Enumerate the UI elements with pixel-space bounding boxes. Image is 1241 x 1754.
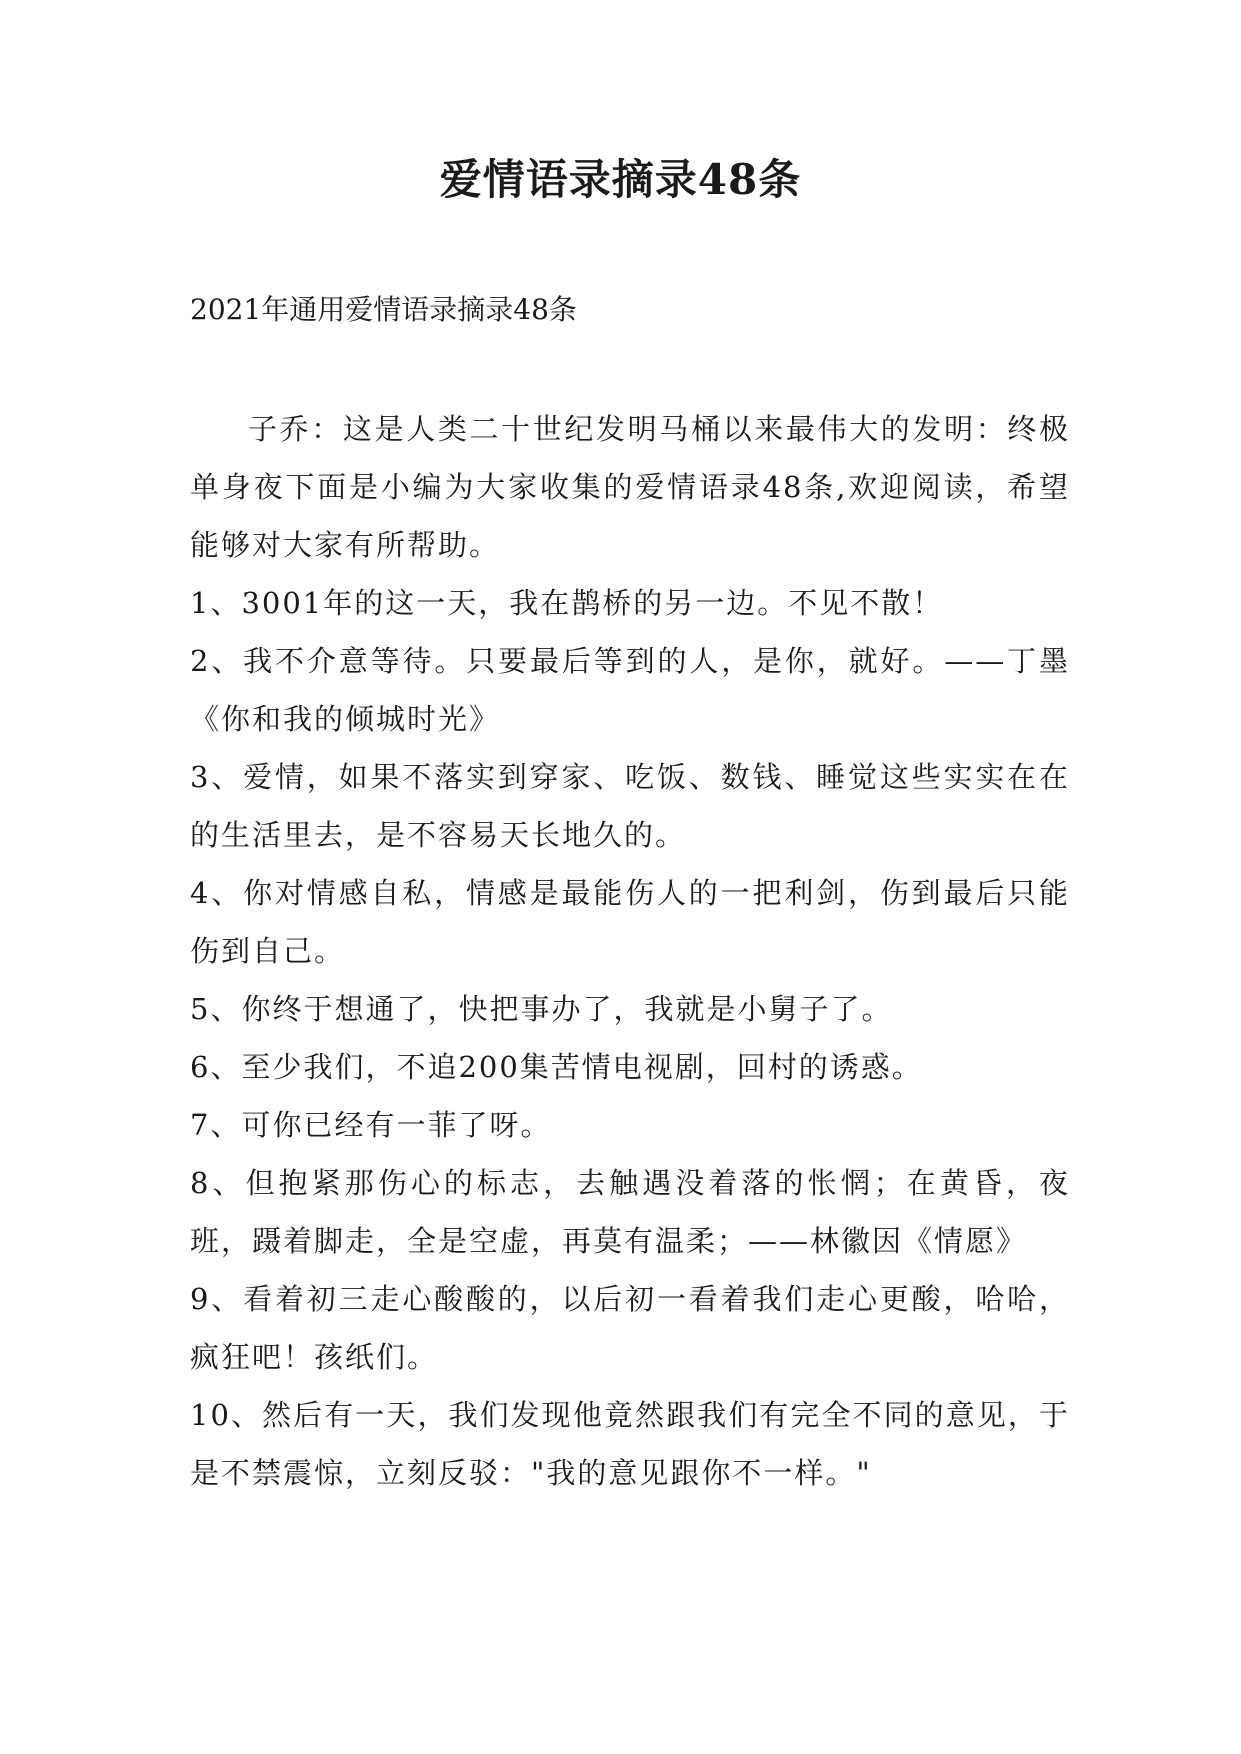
document-subtitle: 2021年通用爱情语录摘录48条 bbox=[190, 293, 577, 326]
list-item: 10、然后有一天，我们发现他竟然跟我们有完全不同的意见，于是不禁震惊，立刻反驳："我的意见跟你不一样。" bbox=[190, 1398, 1070, 1490]
intro-paragraph: 子乔：这是人类二十世纪发明马桶以来最伟大的发明：终极单身夜下面是小编为大家收集的爱情语录48条,欢迎阅读，希望能够对大家有所帮助。 bbox=[190, 412, 1070, 562]
list-item: 5、你终于想通了，快把事办了，我就是小舅子了。 bbox=[190, 992, 893, 1026]
list-item: 8、但抱紧那伤心的标志，去触遇没着落的怅惘；在黄昏，夜班，蹑着脚走，全是空虚，再莫有温柔；——林徽因《情愿》 bbox=[190, 1166, 1070, 1258]
document-title: 爱情语录摘录48条 bbox=[439, 155, 802, 204]
list-item: 9、看着初三走心酸酸的，以后初一看着我们走心更酸，哈哈，疯狂吧！孩纸们。 bbox=[190, 1282, 1070, 1374]
list-item: 7、可你已经有一菲了呀。 bbox=[190, 1108, 552, 1142]
list-item: 2、我不介意等待。只要最后等到的人，是你，就好。——丁墨《你和我的倾城时光》 bbox=[190, 644, 1070, 736]
list-item: 3、爱情，如果不落实到穿家、吃饭、数钱、睡觉这些实实在在的生活里去，是不容易天长地久的。 bbox=[190, 760, 1070, 852]
list-item: 1、3001年的这一天，我在鹊桥的另一边。不见不散！ bbox=[190, 586, 944, 620]
document-body bbox=[190, 400, 1070, 1502]
list-item: 6、至少我们，不追200集苦情电视剧，回村的诱惑。 bbox=[190, 1050, 923, 1084]
list-item: 4、你对情感自私，情感是最能伤人的一把利剑，伤到最后只能伤到自己。 bbox=[190, 876, 1070, 968]
